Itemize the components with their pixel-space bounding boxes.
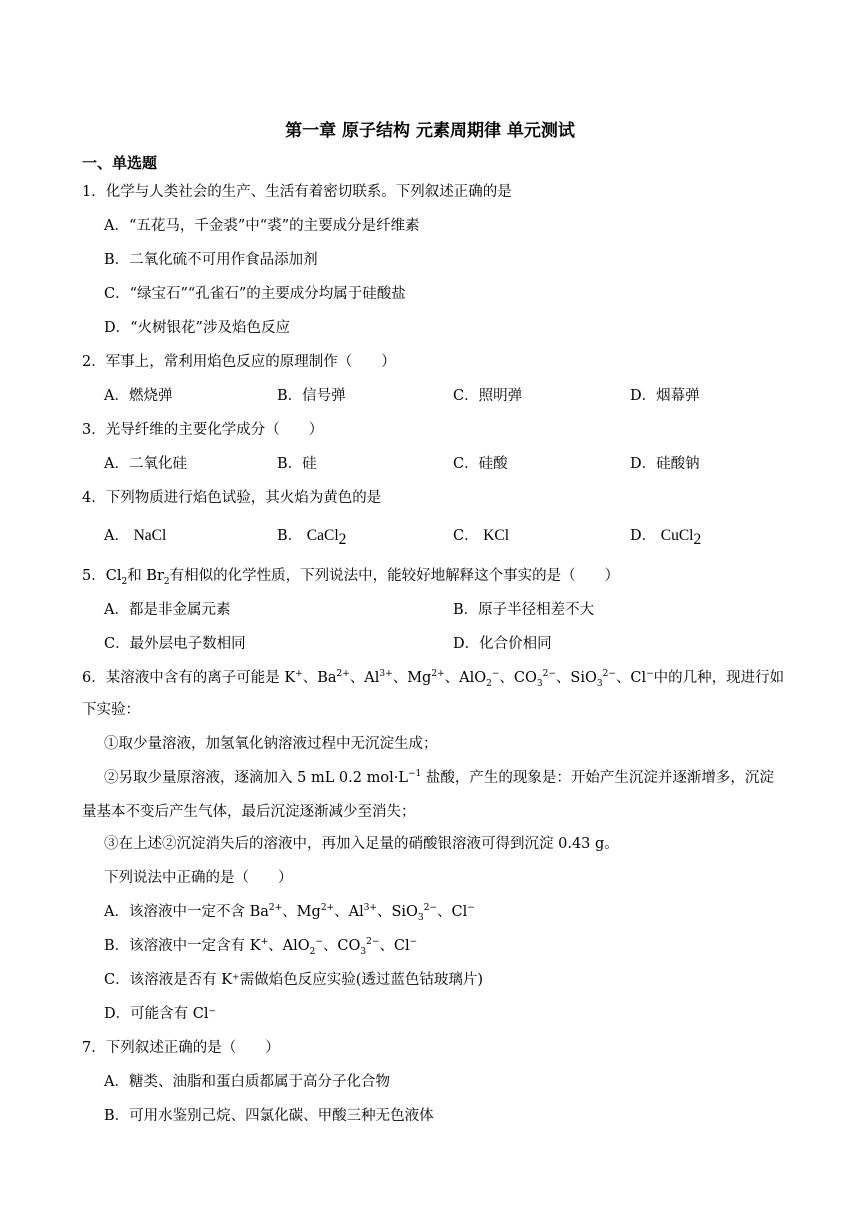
page-title: 第一章 原子结构 元素周期律 单元测试 [285, 121, 575, 141]
q1-option-a[interactable]: A．“五花马，千金裘”中“裘”的主要成分是纤维素 [104, 218, 420, 234]
q6-step-3: ③在上述②沉淀消失后的溶液中，再加入足量的硝酸银溶液可得到沉淀 0.43 g。 [104, 836, 619, 852]
q4-option-a[interactable] [104, 524, 166, 545]
q5-option-a[interactable]: A．都是非金属元素 [104, 602, 231, 618]
q4-option-d[interactable] [630, 524, 702, 548]
q1-stem: 1．化学与人类社会的生产、生活有着密切联系。下列叙述正确的是 [82, 184, 512, 200]
q6-option-d[interactable]: D．可能含有 Cl⁻ [104, 1006, 217, 1022]
q6-question: 下列说法中正确的是（ ） [104, 870, 293, 886]
q4-option-b-formula: CaCl [306, 527, 339, 544]
q2-option-b[interactable]: B．信号弹 [277, 388, 346, 404]
q4-option-c-label: C． [453, 528, 479, 544]
q5-stem-subscript: 2 [163, 576, 170, 587]
q4-option-b-subscript: 2 [338, 530, 347, 548]
q7-stem: 7．下列叙述正确的是（ ） [82, 1040, 280, 1056]
q3-option-c[interactable]: C．硅酸 [453, 456, 508, 472]
q4-stem: 4．下列物质进行焰色试验，其火焰为黄色的是 [82, 490, 382, 506]
q6-stem-continued: 下实验： [82, 702, 140, 718]
q2-stem: 2．军事上，常利用焰色反应的原理制作（ ） [82, 354, 396, 370]
q6-option-c[interactable]: C．该溶液是否有 K⁺需做焰色反应实验(透过蓝色钴玻璃片) [104, 972, 484, 988]
q4-option-a-formula: NaCl [133, 527, 167, 544]
q7-option-b[interactable]: B．可用水鉴别己烷、四氯化碳、甲酸三种无色液体 [104, 1108, 434, 1124]
q2-option-d[interactable]: D．烟幕弹 [630, 388, 700, 404]
q2-option-a[interactable]: A．燃烧弹 [104, 388, 173, 404]
section-heading: 一、单选题 [82, 154, 158, 172]
q4-option-b[interactable] [277, 524, 347, 548]
q3-option-a[interactable]: A．二氧化硅 [104, 456, 187, 472]
q7-option-a[interactable]: A．糖类、油脂和蛋白质都属于高分子化合物 [104, 1074, 390, 1090]
q4-option-d-subscript: 2 [693, 530, 702, 548]
q6-option-b[interactable]: B．该溶液中一定含有 K+、AlO$_2$−、$CO_3^{2-}$、Cl− [104, 937, 418, 957]
q4-option-d-label: D． [630, 528, 657, 544]
q5-option-c[interactable]: C．最外层电子数相同 [104, 636, 246, 652]
q6-option-a[interactable]: A．该溶液中一定不含 $Ba^{2+}$、$Mg^{2+}$、$Al^{3+}$、SiO$_3^{2-}$、Cl− [104, 903, 475, 923]
q3-option-b[interactable]: B．硅 [277, 456, 317, 472]
q4-option-b-label: B． [277, 528, 303, 544]
q5-stem [82, 564, 619, 585]
q4-option-c-formula: KCl [483, 527, 510, 544]
q6-step-1: ①取少量溶液，加氢氧化钠溶液过程中无沉淀生成； [104, 736, 438, 752]
q1-option-c[interactable]: C．“绿宝石”“孔雀石”的主要成分均属于硅酸盐 [104, 286, 406, 302]
q6-step-2: ②另取少量原溶液，逐滴加入 5 mL 0.2 $mol\cdot L^{-1}$ 盐酸，产生的现象是：开始产生沉淀并逐渐增多，沉淀 [104, 769, 774, 786]
q4-option-d-formula: CuCl [660, 527, 694, 544]
q5-stem-part: 和 Br [127, 568, 164, 584]
q6-step-2-continued: 量基本不变后产生气体，最后沉淀逐渐减少至消失； [82, 804, 416, 820]
q5-stem-subscript: 2 [121, 576, 128, 587]
q5-option-b[interactable]: B．原子半径相差不大 [453, 602, 595, 618]
q4-option-c[interactable] [453, 524, 509, 545]
q1-option-b[interactable]: B．二氧化硫不可用作食品添加剂 [104, 252, 318, 268]
q2-option-c[interactable]: C．照明弹 [453, 388, 523, 404]
q4-option-a-label: A． [104, 528, 129, 544]
q6-stem: 6．某溶液中含有的离子可能是 K+、$Ba^{2+}$、$Al^{3+}$、$Mg^{2+}$、AlO$_2$−、$CO_3^{2-}$、SiO$_3^{2-}$、Cl−中的几种，现进行如 [82, 669, 785, 689]
q5-stem-part: 5．Cl [82, 568, 122, 584]
q5-option-d[interactable]: D．化合价相同 [453, 636, 552, 652]
q3-stem: 3．光导纤维的主要化学成分（ ） [82, 422, 324, 438]
q1-option-d[interactable]: D．“火树银花”涉及焰色反应 [104, 320, 290, 336]
q3-option-d[interactable]: D．硅酸钠 [630, 456, 700, 472]
q5-stem-part: 有相似的化学性质，下列说法中，能较好地解释这个事实的是（ ） [169, 568, 620, 584]
